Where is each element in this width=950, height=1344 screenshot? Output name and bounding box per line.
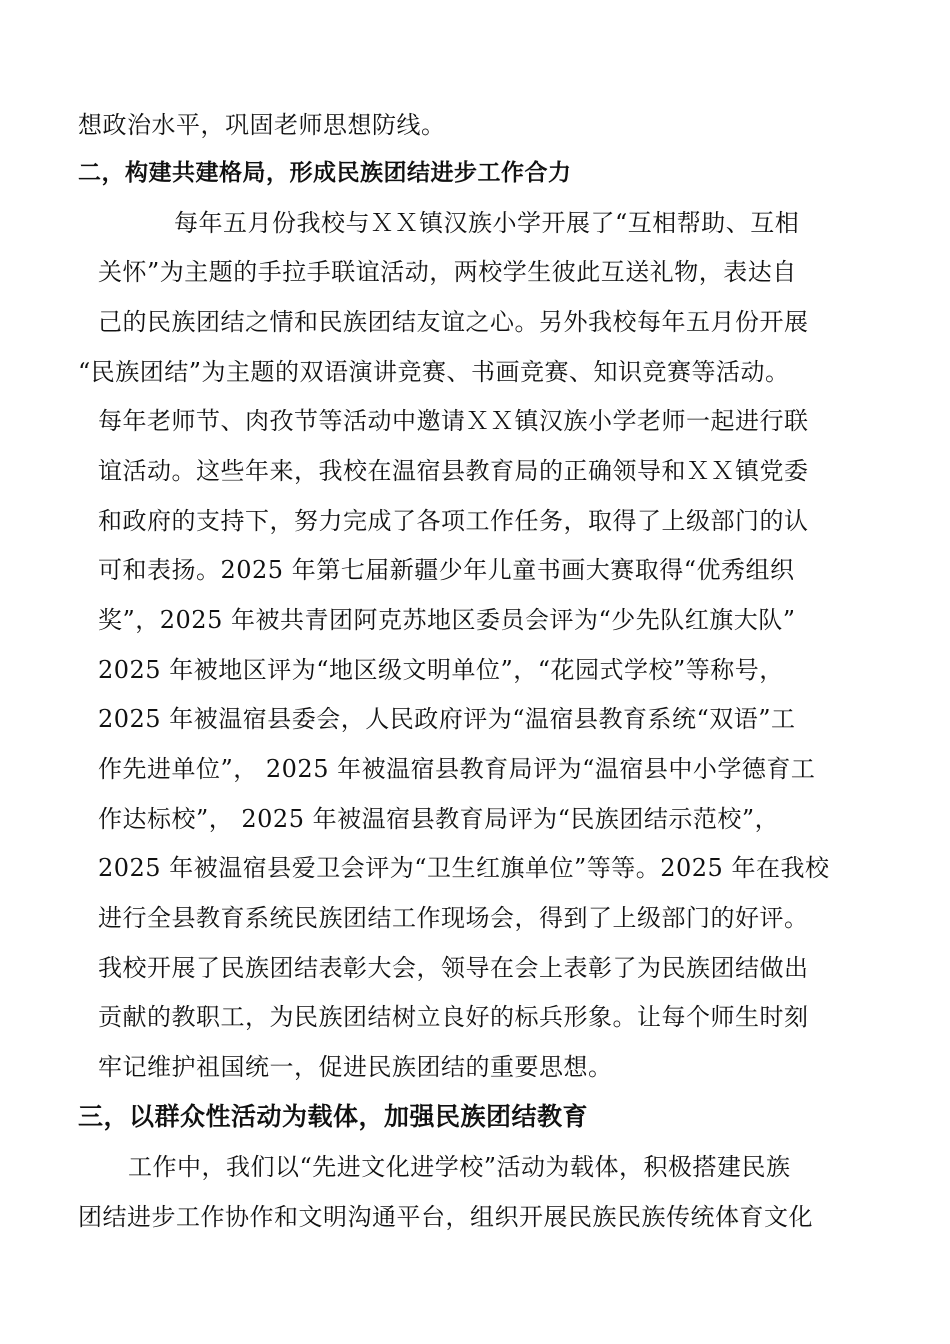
paragraph-line: 作达标校”， 2025 年被温宿县教育局评为“民族团结示范校”， (98, 805, 780, 833)
paragraph-line: 作先进单位”， 2025 年被温宿县教育局评为“温宿县中小学德育工 (98, 755, 816, 783)
paragraph-line: “民族团结”为主题的双语演讲竞赛、书画竞赛、知识竞赛等活动。 (78, 358, 790, 386)
paragraph-line: 进行全县教育系统民族团结工作现场会，得到了上级部门的好评。 (98, 904, 809, 932)
paragraph-line: 2025 年被温宿县委会，人民政府评为“温宿县教育系统“双语”工 (98, 705, 796, 733)
paragraph-line: 可和表扬。2025 年第七届新疆少年儿童书画大赛取得“优秀组织 (98, 556, 795, 584)
paragraph-line: 奖”，2025 年被共青团阿克苏地区委员会评为“少先队红旗大队” (98, 606, 796, 634)
paragraph-line: 2025 年被地区评为“地区级文明单位”，“花园式学校”等称号， (98, 656, 784, 684)
paragraph-line: 己的民族团结之情和民族团结友谊之心。另外我校每年五月份开展 (98, 308, 809, 336)
section-heading-3: 三，以群众性活动为载体，加强民族团结教育 (78, 1102, 589, 1131)
paragraph-line: 工作中，我们以“先进文化进学校”活动为载体，积极搭建民族 (128, 1153, 791, 1181)
paragraph-line: 贡献的教职工，为民族团结树立良好的标兵形象。让每个师生时刻 (98, 1003, 809, 1031)
paragraph-line: 谊活动。这些年来，我校在温宿县教育局的正确领导和ＸＸ镇党委 (98, 457, 809, 485)
paragraph-line: 想政治水平，巩固老师思想防线。 (78, 111, 446, 139)
paragraph-line: 2025 年被温宿县爱卫会评为“卫生红旗单位”等等。2025 年在我校 (98, 854, 830, 882)
paragraph-line: 每年五月份我校与ＸＸ镇汉族小学开展了“互相帮助、互相 (174, 209, 800, 237)
paragraph-line: 关怀”为主题的手拉手联谊活动，两校学生彼此互送礼物，表达自 (98, 258, 797, 286)
section-heading-2: 二，构建共建格局，形成民族团结进步工作合力 (78, 160, 572, 186)
paragraph-line: 每年老师节、肉孜节等活动中邀请ＸＸ镇汉族小学老师一起进行联 (98, 407, 809, 435)
paragraph-line: 和政府的支持下，努力完成了各项工作任务，取得了上级部门的认 (98, 507, 809, 535)
paragraph-line: 牢记维护祖国统一，促进民族团结的重要思想。 (98, 1053, 613, 1081)
paragraph-line: 我校开展了民族团结表彰大会，领导在会上表彰了为民族团结做出 (98, 954, 809, 982)
paragraph-line: 团结进步工作协作和文明沟通平台，组织开展民族民族传统体育文化 (78, 1203, 813, 1231)
